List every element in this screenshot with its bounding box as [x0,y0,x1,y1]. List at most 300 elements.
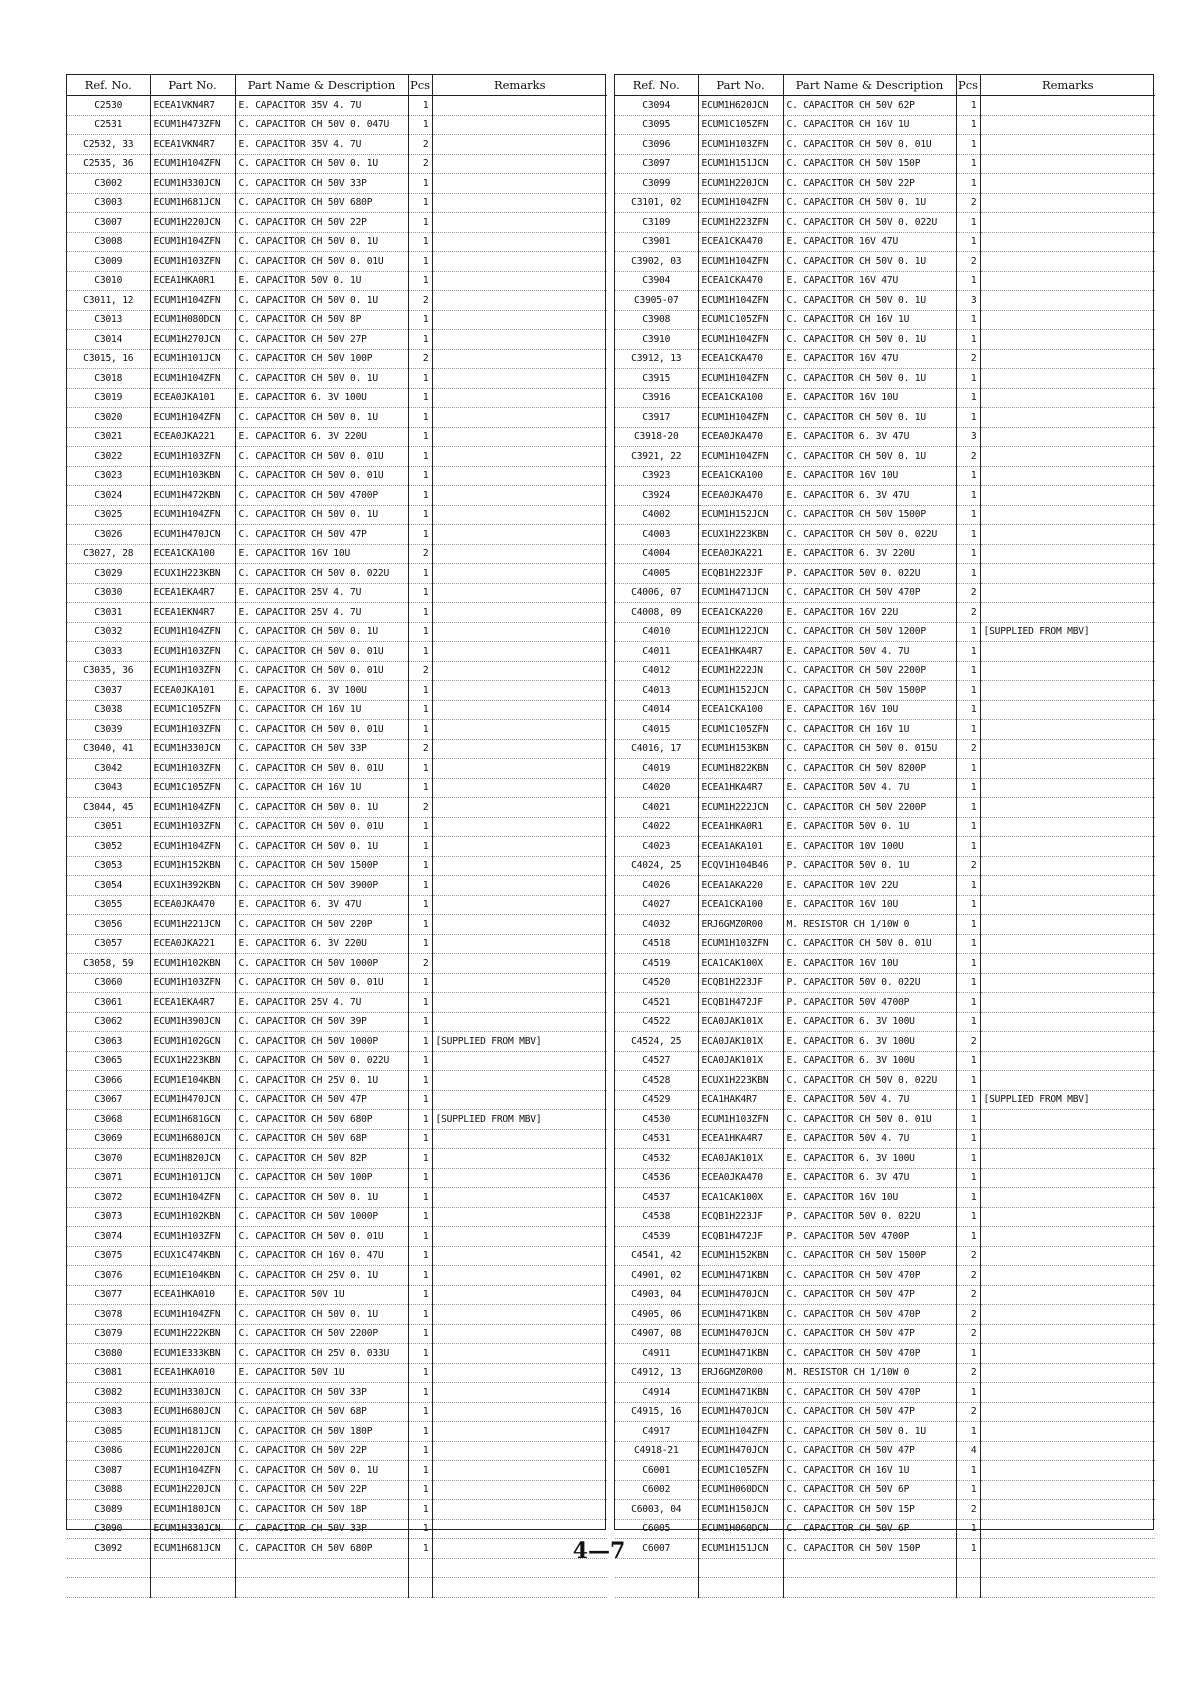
part-no-cell: ECUM1H220JCN [698,174,783,194]
part-no-cell: ECUM1H152KBN [150,856,235,876]
part-name-cell: M. RESISTOR CH 1/10W 0 [783,1363,956,1383]
remarks-cell [432,1207,607,1227]
part-name-cell: C. CAPACITOR CH 50V 0. 01U [783,934,956,954]
pcs-cell: 1 [956,505,980,525]
part-no-cell: ECUM1H470JCN [698,1285,783,1305]
ref-no-cell: C3902, 03 [615,252,698,272]
part-no-cell: ECUM1H102KBN [150,954,235,974]
part-name-cell: C. CAPACITOR CH 50V 22P [235,1441,408,1461]
part-no-cell: ECUM1H104ZFN [150,291,235,311]
pcs-cell: 1 [956,1207,980,1227]
table-row [615,856,1155,876]
part-no-cell: ECUM1H102KBN [150,1207,235,1227]
part-no-cell: ECEA1CKA470 [698,232,783,252]
part-no-cell: ECUM1H104ZFN [698,408,783,428]
header-part-no: Part No. [698,75,783,96]
part-no-cell: ECUM1H102GCN [150,1032,235,1052]
remarks-cell [432,1363,607,1383]
table-row [67,447,607,467]
part-name-cell: E. CAPACITOR 50V 0. 1U [235,271,408,291]
part-no-cell: ECEA0JKA470 [150,895,235,915]
pcs-cell: 1 [956,466,980,486]
part-name-cell: C. CAPACITOR CH 50V 47P [235,1090,408,1110]
table-row [615,1383,1155,1403]
part-name-cell: C. CAPACITOR CH 50V 22P [235,213,408,233]
part-name-cell: C. CAPACITOR CH 50V 0. 1U [235,1188,408,1208]
pcs-cell: 1 [408,778,432,798]
ref-no-cell: C3010 [67,271,150,291]
pcs-cell: 2 [408,291,432,311]
parts-table-left [66,74,606,1554]
table-row [615,1480,1155,1500]
pcs-cell: 2 [408,798,432,818]
pcs-cell: 1 [956,174,980,194]
part-no-cell: ECUM1H104ZFN [150,1305,235,1325]
remarks-cell [980,1246,1155,1266]
pcs-cell: 2 [408,349,432,369]
pcs-cell: 1 [408,174,432,194]
part-name-cell: C. CAPACITOR CH 50V 47P [235,525,408,545]
part-no-cell: ECUM1H122JCN [698,622,783,642]
ref-no-cell: C4011 [615,642,698,662]
table-row [615,1402,1155,1422]
ref-no-cell: C3022 [67,447,150,467]
pcs-cell: 1 [956,1519,980,1539]
ref-no-cell: C4003 [615,525,698,545]
remarks-cell [980,1149,1155,1169]
ref-no-cell: C6003, 04 [615,1500,698,1520]
part-name-cell: C. CAPACITOR CH 50V 0. 01U [235,720,408,740]
pcs-cell: 2 [408,739,432,759]
pcs-cell: 1 [408,369,432,389]
table-row [67,349,607,369]
remarks-cell [980,1363,1155,1383]
part-name-cell: C. CAPACITOR CH 50V 2200P [783,798,956,818]
part-name-cell: C. CAPACITOR CH 16V 1U [783,1461,956,1481]
part-no-cell: ECUM1H104ZFN [698,447,783,467]
remarks-cell [980,427,1155,447]
remarks-cell [980,642,1155,662]
remarks-cell [432,1402,607,1422]
table-row [67,408,607,428]
part-name-cell: C. CAPACITOR CH 50V 0. 1U [235,369,408,389]
remarks-cell [980,1207,1155,1227]
part-name-cell: E. CAPACITOR 50V 4. 7U [783,1129,956,1149]
part-no-cell: ECUM1H103ZFN [698,135,783,155]
remarks-cell [432,681,607,701]
ref-no-cell: C4918-21 [615,1441,698,1461]
pcs-cell: 1 [408,115,432,135]
ref-no-cell: C3079 [67,1324,150,1344]
table-row [67,1344,607,1364]
part-name-cell: E. CAPACITOR 6. 3V 100U [783,1012,956,1032]
part-no-cell: ECEA1EKA4R7 [150,583,235,603]
table-row [67,1071,607,1091]
ref-no-cell: C4004 [615,544,698,564]
ref-no-cell: C3068 [67,1110,150,1130]
remarks-cell [432,1324,607,1344]
part-name-cell: C. CAPACITOR CH 50V 680P [235,1539,408,1559]
remarks-cell [432,427,607,447]
part-no-cell: ECEA1HKA4R7 [698,642,783,662]
remarks-cell [432,1344,607,1364]
pcs-cell: 1 [408,895,432,915]
part-no-cell: ECEA1HKA010 [150,1285,235,1305]
part-no-cell: ECUM1H681GCN [150,1110,235,1130]
remarks-cell [980,1266,1155,1286]
pcs-cell: 1 [408,1402,432,1422]
part-no-cell: ERJ6GMZ0R00 [698,1363,783,1383]
header-ref-no: Ref. No. [615,75,698,96]
part-name-cell: M. RESISTOR CH 1/10W 0 [783,915,956,935]
pcs-cell: 1 [408,330,432,350]
part-no-cell: ECUM1H104ZFN [698,252,783,272]
part-no-cell: ECUM1H470JCN [698,1324,783,1344]
remarks-cell [432,739,607,759]
remarks-cell [980,700,1155,720]
part-no-cell: ECUM1H104ZFN [698,1422,783,1442]
part-name-cell: C. CAPACITOR CH 50V 8P [235,310,408,330]
ref-no-cell: C3904 [615,271,698,291]
table-row [67,895,607,915]
part-no-cell: ECA1CAK100X [698,954,783,974]
pcs-cell: 1 [408,759,432,779]
part-name-cell: C. CAPACITOR CH 50V 62P [783,96,956,116]
table-row [67,1422,607,1442]
part-no-cell: ECUM1H820JCN [150,1149,235,1169]
table-row [615,544,1155,564]
part-no-cell: ECUM1H104ZFN [150,232,235,252]
part-name-cell: E. CAPACITOR 25V 4. 7U [235,603,408,623]
part-name-cell: P. CAPACITOR 50V 0. 022U [783,973,956,993]
part-no-cell: ECQB1H472JF [698,993,783,1013]
part-name-cell: C. CAPACITOR CH 50V 0. 022U [783,213,956,233]
part-name-cell: E. CAPACITOR 16V 10U [783,954,956,974]
pcs-cell: 1 [408,232,432,252]
pcs-cell: 1 [956,681,980,701]
pcs-cell: 1 [956,135,980,155]
part-name-cell: E. CAPACITOR 6. 3V 100U [783,1149,956,1169]
ref-no-cell: C3101, 02 [615,193,698,213]
remarks-cell [432,1188,607,1208]
pcs-cell: 2 [956,193,980,213]
pcs-cell: 2 [956,739,980,759]
table-row [615,1305,1155,1325]
part-name-cell: E. CAPACITOR 6. 3V 220U [235,427,408,447]
pcs-cell: 1 [956,934,980,954]
part-name-cell: C. CAPACITOR CH 50V 1500P [783,505,956,525]
part-name-cell: C. CAPACITOR CH 50V 39P [235,1012,408,1032]
remarks-cell [980,291,1155,311]
remarks-cell [432,193,607,213]
part-name-cell: C. CAPACITOR CH 50V 0. 01U [235,817,408,837]
ref-no-cell: C6001 [615,1461,698,1481]
table-row [615,486,1155,506]
part-no-cell: ECUM1H151JCN [698,1539,783,1559]
remarks-cell [980,1402,1155,1422]
table-row [615,642,1155,662]
part-no-cell: ECEA1AKA101 [698,837,783,857]
ref-no-cell: C6007 [615,1539,698,1559]
ref-no-cell: C3023 [67,466,150,486]
ref-no-cell: C3073 [67,1207,150,1227]
part-no-cell: ECUM1H220JCN [150,1441,235,1461]
header-pcs: Pcs [408,75,432,96]
ref-no-cell: C4911 [615,1344,698,1364]
part-no-cell: ECEA0JKA470 [698,427,783,447]
ref-no-cell: C3923 [615,466,698,486]
part-name-cell: C. CAPACITOR CH 50V 6P [783,1480,956,1500]
part-no-cell: ECA0JAK101X [698,1051,783,1071]
pcs-cell: 1 [408,1246,432,1266]
remarks-cell [432,837,607,857]
ref-no-cell: C3029 [67,564,150,584]
part-no-cell: ECQB1H223JF [698,1207,783,1227]
table-row [615,447,1155,467]
table-row [615,720,1155,740]
ref-no-cell: C3018 [67,369,150,389]
part-name-cell: E. CAPACITOR 16V 10U [783,466,956,486]
part-no-cell: ECUM1C105ZFN [698,310,783,330]
table-row [615,1032,1155,1052]
right-table-body [615,96,1155,1598]
table-row [67,778,607,798]
part-no-cell: ECEA1VKN4R7 [150,96,235,116]
ref-no-cell: C3070 [67,1149,150,1169]
part-name-cell: C. CAPACITOR CH 50V 0. 1U [783,369,956,389]
part-no-cell: ECUM1H270JCN [150,330,235,350]
header-ref-no: Ref. No. [67,75,150,96]
ref-no-cell: C4010 [615,622,698,642]
pcs-cell: 1 [956,915,980,935]
part-name-cell: E. CAPACITOR 16V 10U [783,895,956,915]
ref-no-cell: C3057 [67,934,150,954]
table-row [67,622,607,642]
part-name-cell: C. CAPACITOR CH 50V 0. 1U [235,1461,408,1481]
left-table-body [67,96,607,1598]
part-no-cell: ECEA1CKA220 [698,603,783,623]
pcs-cell: 1 [956,642,980,662]
table-row [615,427,1155,447]
ref-no-cell: C3097 [615,154,698,174]
remarks-cell [980,447,1155,467]
table-row [615,330,1155,350]
remarks-cell [980,486,1155,506]
pcs-cell: 1 [956,1188,980,1208]
part-name-cell: C. CAPACITOR CH 50V 68P [235,1129,408,1149]
header-part-no: Part No. [150,75,235,96]
table-row [67,1012,607,1032]
table-row [615,993,1155,1013]
header-part-name: Part Name & Description [783,75,956,96]
ref-no-cell: C3062 [67,1012,150,1032]
pcs-cell: 1 [408,720,432,740]
part-name-cell: E. CAPACITOR 10V 100U [783,837,956,857]
remarks-cell [980,856,1155,876]
remarks-cell [432,525,607,545]
part-name-cell: E. CAPACITOR 16V 10U [783,1188,956,1208]
table-row [67,271,607,291]
ref-no-cell: C3011, 12 [67,291,150,311]
remarks-cell [980,96,1155,116]
part-name-cell: E. CAPACITOR 6. 3V 47U [783,1168,956,1188]
part-name-cell: C. CAPACITOR CH 50V 100P [235,1168,408,1188]
part-no-cell: ECEA1HKA0R1 [150,271,235,291]
remarks-cell [432,817,607,837]
part-no-cell: ECUM1H181JCN [150,1422,235,1442]
pcs-cell: 2 [956,603,980,623]
part-no-cell: ECUM1H222KBN [150,1324,235,1344]
table-row [615,1149,1155,1169]
pcs-cell: 1 [956,1227,980,1247]
table-row [67,310,607,330]
part-name-cell: C. CAPACITOR CH 50V 0. 1U [783,330,956,350]
table-row [67,505,607,525]
pcs-cell: 1 [408,1149,432,1169]
table-row [67,642,607,662]
pcs-cell: 2 [956,349,980,369]
part-name-cell: C. CAPACITOR CH 50V 470P [783,1344,956,1364]
table-row [67,252,607,272]
remarks-cell [980,895,1155,915]
ref-no-cell: C3099 [615,174,698,194]
remarks-cell [980,115,1155,135]
remarks-cell [432,1285,607,1305]
ref-no-cell: C4903, 04 [615,1285,698,1305]
ref-no-cell: C4019 [615,759,698,779]
part-name-cell: E. CAPACITOR 35V 4. 7U [235,135,408,155]
ref-no-cell: C3043 [67,778,150,798]
table-row [615,583,1155,603]
pcs-cell: 1 [408,603,432,623]
part-name-cell: C. CAPACITOR CH 50V 33P [235,1383,408,1403]
pcs-cell: 1 [408,934,432,954]
table-row [67,96,607,116]
ref-no-cell: C3066 [67,1071,150,1091]
remarks-cell [432,271,607,291]
remarks-cell [980,1519,1155,1539]
remarks-cell [980,232,1155,252]
ref-no-cell: C3094 [615,96,698,116]
part-no-cell: ECUM1H470JCN [150,1090,235,1110]
table-row [615,525,1155,545]
part-name-cell: E. CAPACITOR 16V 47U [783,349,956,369]
table-row [615,349,1155,369]
table-row [615,1012,1155,1032]
remarks-cell [432,1461,607,1481]
table-row [67,1285,607,1305]
ref-no-cell: C3039 [67,720,150,740]
ref-no-cell: C4002 [615,505,698,525]
remarks-cell [980,271,1155,291]
ref-no-cell: C3078 [67,1305,150,1325]
ref-no-cell: C4014 [615,700,698,720]
part-no-cell: ECUM1H222JN [698,661,783,681]
remarks-cell [432,1480,607,1500]
ref-no-cell: C3037 [67,681,150,701]
part-no-cell: ECUM1C105ZFN [698,1461,783,1481]
pcs-cell: 1 [956,544,980,564]
part-name-cell: E. CAPACITOR 50V 4. 7U [783,642,956,662]
remarks-cell [432,973,607,993]
part-no-cell: ECEA1HKA0R1 [698,817,783,837]
remarks-cell [980,1071,1155,1091]
ref-no-cell: C4015 [615,720,698,740]
table-row [615,759,1155,779]
header-remarks: Remarks [980,75,1155,96]
ref-no-cell: C4524, 25 [615,1032,698,1052]
pcs-cell: 2 [956,1363,980,1383]
part-no-cell: ECUM1H471KBN [698,1266,783,1286]
part-name-cell: C. CAPACITOR CH 50V 2200P [235,1324,408,1344]
remarks-cell [432,1519,607,1539]
remarks-cell [980,1051,1155,1071]
part-name-cell: E. CAPACITOR 16V 10U [783,388,956,408]
pcs-cell: 1 [956,1422,980,1442]
table-row [615,505,1155,525]
table-row [67,1051,607,1071]
table-row [615,564,1155,584]
table-row [67,973,607,993]
pcs-cell: 1 [408,1110,432,1130]
table-row [67,1090,607,1110]
page-number: 4—7 [572,1538,626,1564]
part-name-cell: C. CAPACITOR CH 50V 47P [783,1402,956,1422]
table-row [615,213,1155,233]
remarks-cell [432,252,607,272]
part-no-cell: ECUM1H472KBN [150,486,235,506]
remarks-cell [980,213,1155,233]
ref-no-cell: C3065 [67,1051,150,1071]
ref-no-cell: C3024 [67,486,150,506]
remarks-cell [980,310,1155,330]
remarks-cell [432,291,607,311]
table-row [615,466,1155,486]
ref-no-cell: C4520 [615,973,698,993]
part-no-cell: ERJ6GMZ0R00 [698,915,783,935]
pcs-cell: 1 [408,856,432,876]
pcs-cell: 1 [408,564,432,584]
table-row [615,700,1155,720]
part-no-cell: ECA0JAK101X [698,1149,783,1169]
table-row [67,232,607,252]
ref-no-cell: C3042 [67,759,150,779]
part-no-cell: ECEA0JKA221 [150,427,235,447]
part-name-cell: C. CAPACITOR CH 16V 1U [783,310,956,330]
ref-no-cell: C3072 [67,1188,150,1208]
remarks-cell [432,1500,607,1520]
table-row [615,154,1155,174]
part-no-cell: ECQV1H104B46 [698,856,783,876]
pcs-cell: 1 [956,154,980,174]
part-no-cell: ECEA1CKA470 [698,271,783,291]
table-row [67,115,607,135]
pcs-cell: 1 [408,1188,432,1208]
remarks-cell [980,1500,1155,1520]
part-name-cell: C. CAPACITOR CH 50V 1500P [783,681,956,701]
table-row [67,583,607,603]
part-no-cell: ECUM1H103ZFN [698,1110,783,1130]
table-row [615,1227,1155,1247]
remarks-cell [432,603,607,623]
ref-no-cell: C4521 [615,993,698,1013]
pcs-cell: 1 [956,1129,980,1149]
remarks-cell [432,564,607,584]
pcs-cell: 1 [408,193,432,213]
table-row [67,1129,607,1149]
table-row [615,1110,1155,1130]
remarks-cell [980,135,1155,155]
